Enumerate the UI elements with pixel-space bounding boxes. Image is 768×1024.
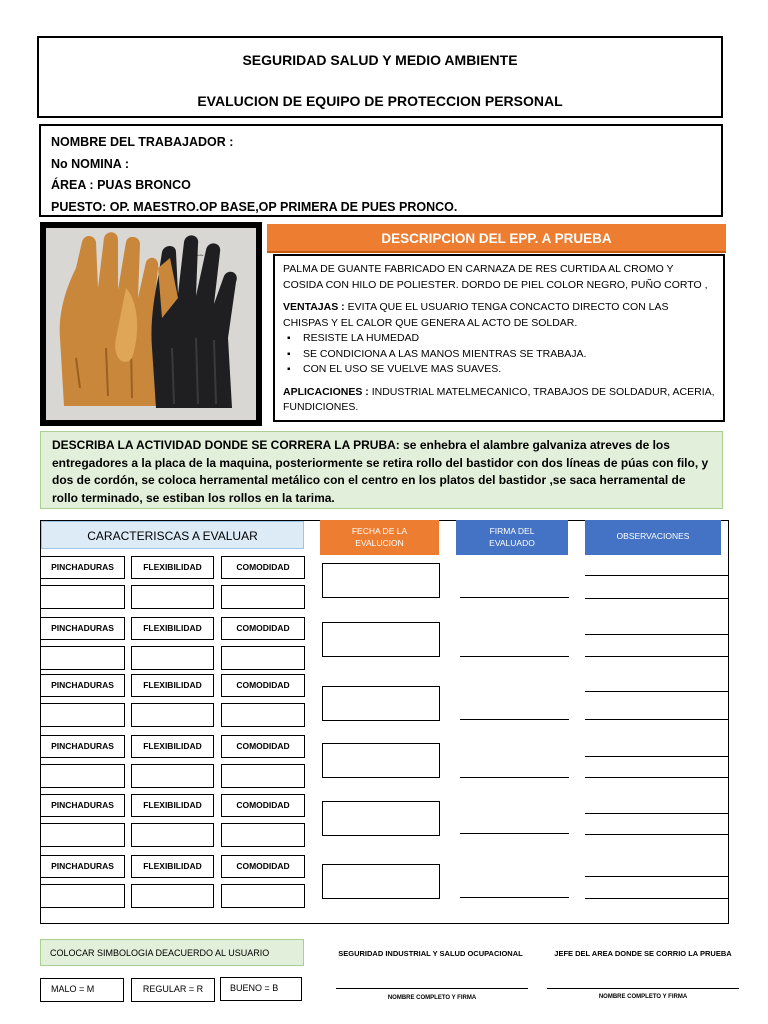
flexibilidad-label: FLEXIBILIDAD	[131, 855, 214, 878]
signature-right-title: JEFE DEL AREA DONDE SE CORRIO LA PRUEBA	[554, 949, 732, 958]
signature-left-line	[336, 988, 528, 989]
svg-text:~~: ~~	[196, 252, 204, 260]
advantage-item: ▪ CON EL USO SE VUELVE MAS SUAVES.	[297, 362, 715, 378]
legend-regular: REGULAR = R	[131, 978, 215, 1002]
observations-header: OBSERVACIONES	[585, 520, 721, 555]
observations-line[interactable]	[585, 691, 728, 692]
area-label: ÁREA : PUAS BRONCO	[51, 178, 191, 192]
header-box	[37, 36, 723, 118]
flexibilidad-label: FLEXIBILIDAD	[131, 794, 214, 817]
observations-line[interactable]	[585, 898, 728, 899]
signature-left-title: SEGURIDAD INDUSTRIAL Y SALUD OCUPACIONAL	[338, 949, 523, 958]
evaluated-signature-line[interactable]	[460, 656, 569, 657]
evaluated-signature-line[interactable]	[460, 897, 569, 898]
rating-input-box[interactable]	[131, 823, 214, 847]
comodidad-label: COMODIDAD	[221, 617, 305, 640]
signature-right-line	[547, 988, 739, 989]
rating-input-box[interactable]	[40, 646, 125, 670]
comodidad-label: COMODIDAD	[221, 674, 305, 697]
pinchaduras-label: PINCHADURAS	[40, 556, 125, 579]
rating-input-box[interactable]	[131, 884, 214, 908]
rating-input-box[interactable]	[221, 703, 305, 727]
epp-description-box	[273, 254, 725, 422]
evaluation-date-field[interactable]	[322, 801, 440, 836]
evaluation-date-field[interactable]	[322, 563, 440, 598]
advantage-item: ▪ SE CONDICIONA A LAS MANOS MIENTRAS SE TRABAJA.	[297, 347, 715, 363]
rating-input-box[interactable]	[40, 884, 125, 908]
rating-input-box[interactable]	[221, 823, 305, 847]
rating-input-box[interactable]	[221, 585, 305, 609]
activity-text: se enhebra el alambre galvaniza atreves de los entregadores a la placa de la maquina, posteriormente se retira rollo del bastidor con dos líneas de púas con filo, y dos de cordón, se coloca herramental metálico con el centro en los platos del bastidor ,se saca herramental de rollo terminado, se estiban los rollos en la tarima.	[52, 438, 709, 505]
evaluation-date-field[interactable]	[322, 622, 440, 657]
rating-input-box[interactable]	[221, 764, 305, 788]
worker-info-box	[39, 124, 723, 217]
comodidad-label: COMODIDAD	[221, 556, 305, 579]
characteristics-header: CARACTERISCAS A EVALUAR	[41, 521, 304, 549]
applications-label: APLICACIONES :	[283, 385, 369, 398]
legend-instruction: COLOCAR SIMBOLOGIA DEACUERDO AL USUARIO	[40, 939, 304, 966]
observations-line[interactable]	[585, 575, 728, 576]
position-label: PUESTO: OP. MAESTRO.OP BASE,OP PRIMERA DE PUES PRONCO.	[51, 199, 458, 214]
gloves-icon	[46, 228, 256, 420]
flexibilidad-label: FLEXIBILIDAD	[131, 617, 214, 640]
evaluated-signature-line[interactable]	[460, 597, 569, 598]
legend-bad: MALO = M	[40, 978, 124, 1002]
epp-description: PALMA DE GUANTE FABRICADO EN CARNAZA DE RES CURTIDA AL CROMO Y COSIDA CON HILO DE POLIESTER. DORDO DE PIEL COLOR NEGRO, PUÑO CORTO ,	[283, 263, 708, 291]
evaluation-date-field[interactable]	[322, 743, 440, 778]
rating-input-box[interactable]	[40, 823, 125, 847]
observations-line[interactable]	[585, 719, 728, 720]
rating-input-box[interactable]	[40, 703, 125, 727]
observations-line[interactable]	[585, 634, 728, 635]
legend-good: BUENO = B	[220, 977, 302, 1001]
comodidad-label: COMODIDAD	[221, 735, 305, 758]
activity-box	[40, 431, 723, 509]
rating-input-box[interactable]	[131, 703, 214, 727]
payroll-label: No NOMINA :	[51, 156, 129, 171]
rating-input-box[interactable]	[221, 884, 305, 908]
advantages-list	[283, 331, 715, 378]
observations-line[interactable]	[585, 756, 728, 757]
evaluated-signature-line[interactable]	[460, 833, 569, 834]
form-subtitle: EVALUCION DE EQUIPO DE PROTECCION PERSONAL	[197, 93, 563, 109]
pinchaduras-label: PINCHADURAS	[40, 855, 125, 878]
worker-name-label: NOMBRE DEL TRABAJADOR :	[51, 135, 234, 149]
applications-text: INDUSTRIAL MATELMECANICO, TRABAJOS DE SOLDADUR, ACERIA, FUNDICIONES.	[283, 385, 715, 413]
rating-input-box[interactable]	[131, 764, 214, 788]
signature-right-caption: NOMBRE COMPLETO Y FIRMA	[598, 994, 688, 1000]
flexibilidad-label: FLEXIBILIDAD	[131, 556, 214, 579]
epp-section-header: DESCRIPCION DEL EPP. A PRUEBA	[267, 224, 726, 253]
pinchaduras-label: PINCHADURAS	[40, 617, 125, 640]
rating-input-box[interactable]	[221, 646, 305, 670]
observations-line[interactable]	[585, 813, 728, 814]
activity-label: DESCRIBA LA ACTIVIDAD DONDE SE CORRERA LA PRUBA:	[52, 438, 400, 452]
pinchaduras-label: PINCHADURAS	[40, 794, 125, 817]
rating-input-box[interactable]	[131, 585, 214, 609]
signature-left-caption: NOMBRE COMPLETO Y FIRMA	[387, 995, 477, 1001]
rating-input-box[interactable]	[40, 585, 125, 609]
evaluation-date-field[interactable]	[322, 686, 440, 721]
advantages-label: VENTAJAS :	[283, 301, 345, 313]
comodidad-label: COMODIDAD	[221, 794, 305, 817]
rating-input-box[interactable]	[131, 646, 214, 670]
date-header: FECHA DE LA EVALUCION	[320, 520, 439, 555]
flexibilidad-label: FLEXIBILIDAD	[131, 735, 214, 758]
observations-line[interactable]	[585, 598, 728, 599]
comodidad-label: COMODIDAD	[221, 855, 305, 878]
flexibilidad-label: FLEXIBILIDAD	[131, 674, 214, 697]
evaluated-signature-line[interactable]	[460, 719, 569, 720]
pinchaduras-label: PINCHADURAS	[40, 735, 125, 758]
advantages-text: EVITA QUE EL USUARIO TENGA CONCACTO DIRECTO CON LAS CHISPAS Y EL CALOR QUE GENERA AL ACTO DE SOLDAR.	[283, 301, 669, 329]
observations-line[interactable]	[585, 876, 728, 877]
observations-line[interactable]	[585, 656, 728, 657]
advantage-item: ▪ RESISTE LA HUMEDAD	[297, 331, 715, 347]
observations-line[interactable]	[585, 777, 728, 778]
form-title: SEGURIDAD SALUD Y MEDIO AMBIENTE	[242, 52, 518, 68]
glove-photo	[40, 222, 262, 426]
evaluation-date-field[interactable]	[322, 864, 440, 899]
rating-input-box[interactable]	[40, 764, 125, 788]
signature-header: FIRMA DEL EVALUADO	[456, 520, 568, 555]
pinchaduras-label: PINCHADURAS	[40, 674, 125, 697]
observations-line[interactable]	[585, 834, 728, 835]
evaluated-signature-line[interactable]	[460, 777, 569, 778]
